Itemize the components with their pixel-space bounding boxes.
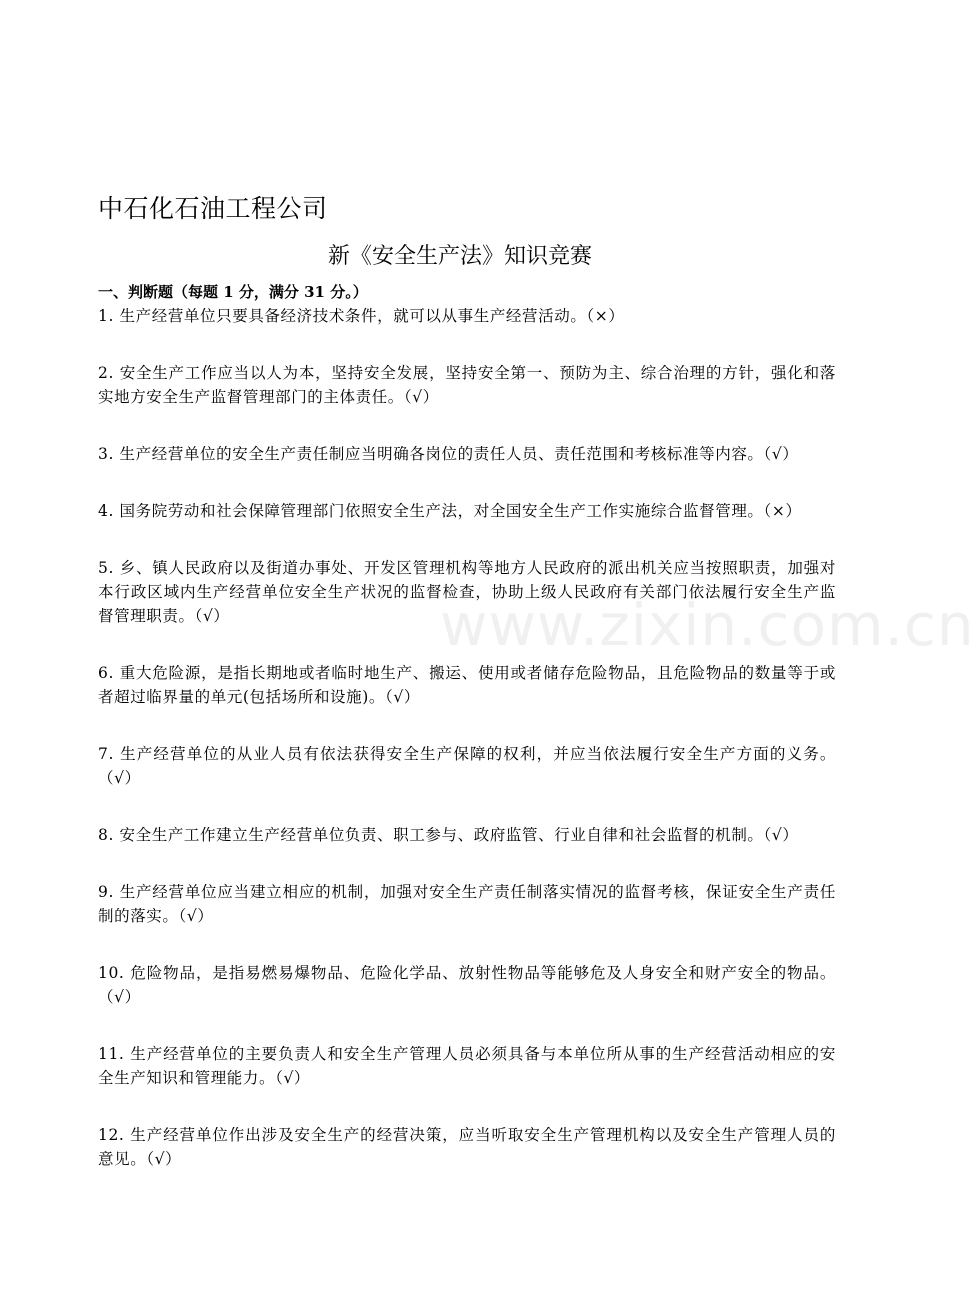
question-item-12: 12. 生产经营单位作出涉及安全生产的经营决策，应当听取安全生产管理机构以及安全生产管理人员的意见。（√） [98, 1126, 836, 1168]
question-item-4: 4. 国务院劳动和社会保障管理部门依照安全生产法，对全国安全生产工作实施综合监督管理。（×） [98, 502, 802, 520]
question-item-11: 11. 生产经营单位的主要负责人和安全生产管理人员必须具备与本单位所从事的生产经营活动相应的安全生产知识和管理能力。（√） [98, 1045, 836, 1087]
document-title: 新《安全生产法》知识竞赛 [327, 244, 592, 269]
question-item-10: 10. 危险物品，是指易燃易爆物品、危险化学品、放射性物品等能够危及人身安全和财产安全的物品。（√） [98, 964, 836, 1006]
watermark: www.zixin.com.cn [440, 591, 975, 659]
company-name: 中石化石油工程公司 [98, 194, 328, 223]
question-item-1: 1. 生产经营单位只要具备经济技术条件，就可以从事生产经营活动。（×） [98, 307, 625, 325]
question-list [98, 304, 836, 1204]
question-item-8: 8. 安全生产工作建立生产经营单位负责、职工参与、政府监管、行业自律和社会监督的机制。（√） [98, 826, 799, 844]
question-item-2: 2. 安全生产工作应当以人为本，坚持安全发展，坚持安全第一、预防为主、综合治理的方针，强化和落实地方安全生产监督管理部门的主体责任。（√） [98, 364, 836, 406]
question-item-3: 3. 生产经营单位的安全生产责任制应当明确各岗位的责任人员、责任范围和考核标准等内容。（√） [98, 445, 799, 463]
question-item-9: 9. 生产经营单位应当建立相应的机制，加强对安全生产责任制落实情况的监督考核，保证安全生产责任制的落实。（√） [98, 883, 836, 925]
question-item-5: 5. 乡、镇人民政府以及街道办事处、开发区管理机构等地方人民政府的派出机关应当按照职责，加强对本行政区域内生产经营单位安全生产状况的监督检查，协助上级人民政府有关部门依法履行安全生产监督管理职责。（√） [98, 559, 836, 625]
question-item-7: 7. 生产经营单位的从业人员有依法获得安全生产保障的权利，并应当依法履行安全生产方面的义务。（√） [98, 745, 836, 787]
section-heading: 一、判断题（每题 1 分，满分 31 分。） [98, 283, 368, 301]
question-item-6: 6. 重大危险源，是指长期地或者临时地生产、搬运、使用或者储存危险物品，且危险物品的数量等于或者超过临界量的单元(包括场所和设施)。（√） [98, 664, 836, 706]
